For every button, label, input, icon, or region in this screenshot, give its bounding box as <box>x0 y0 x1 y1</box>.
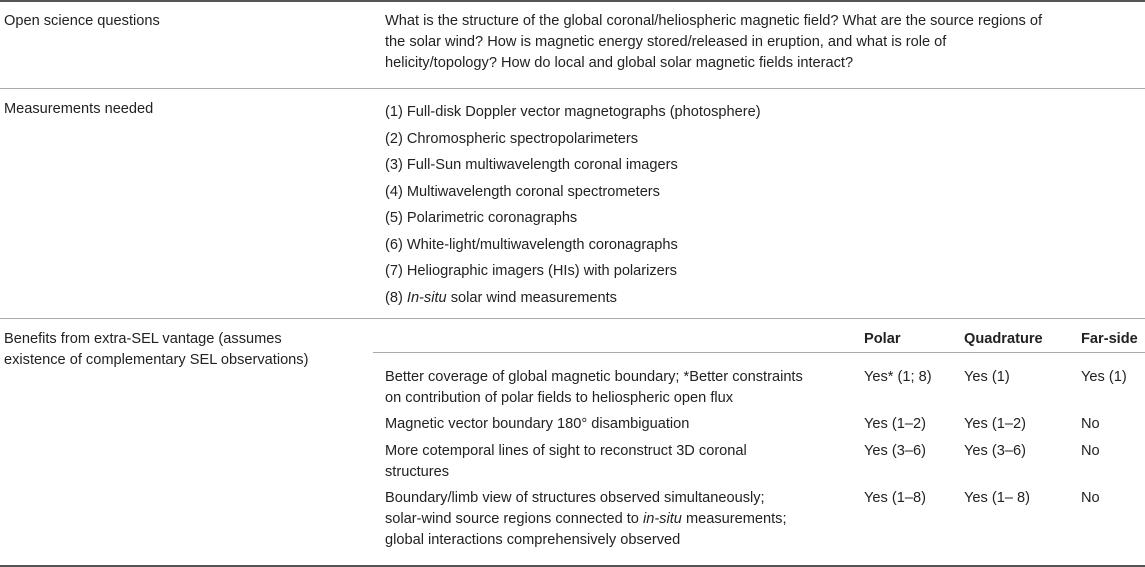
list-item <box>385 285 761 312</box>
polar-value: Yes (3–6) <box>864 443 926 459</box>
text-line <box>385 509 787 530</box>
row-label-measurements: Measurements needed <box>4 101 154 117</box>
text-suffix: measurements; <box>681 511 787 527</box>
row-label-questions: Open science questions <box>4 13 160 29</box>
list-item: (4) Multiwavelength coronal spectrometers <box>385 183 660 200</box>
benefit-description <box>385 367 803 409</box>
questions-text <box>385 11 1042 74</box>
text-line: structures <box>385 464 450 480</box>
list-item: (2) Chromospheric spectropolarimeters <box>385 130 639 147</box>
farside-value: No <box>1081 443 1100 459</box>
text-line: on contribution of polar fields to heliospheric open flux <box>385 390 734 406</box>
farside-value: No <box>1081 416 1100 432</box>
item-italic: In-situ <box>406 289 447 306</box>
column-header-quadrature: Quadrature <box>964 331 1043 347</box>
column-header-polar: Polar <box>864 331 901 347</box>
text-line: What is the structure of the global coronal/heliospheric magnetic field? What are the source regions of <box>385 13 1043 29</box>
benefit-description <box>385 414 689 435</box>
list-item: (3) Full-Sun multiwavelength coronal imagers <box>385 157 678 173</box>
text-line: the solar wind? How is magnetic energy stored/released in eruption, and what is role of <box>385 34 947 50</box>
text-line: helicity/topology? How do local and global solar magnetic fields interact? <box>385 55 854 71</box>
list-item: (7) Heliographic imagers (HIs) with polarizers <box>385 263 677 279</box>
column-header-farside: Far-side <box>1081 331 1138 347</box>
row-label-benefits <box>4 329 308 371</box>
polar-value: Yes (1–8) <box>864 490 926 506</box>
polar-value: Yes (1–2) <box>864 416 926 432</box>
polar-value: Yes* (1; 8) <box>864 369 932 385</box>
text-line: Benefits from extra-SEL vantage (assumes <box>4 331 282 347</box>
subtable-header-rule <box>373 352 1145 353</box>
text-italic: in-situ <box>642 511 682 527</box>
text-line: Magnetic vector boundary 180° disambiguation <box>385 416 690 432</box>
item-prefix: (8) <box>385 289 407 306</box>
row-divider <box>0 318 1145 319</box>
farside-value: Yes (1) <box>1081 369 1127 385</box>
quadrature-value: Yes (1–2) <box>964 416 1026 432</box>
quadrature-value: Yes (1– 8) <box>964 490 1030 506</box>
text-line: Better coverage of global magnetic boundary; *Better constraints <box>385 369 803 385</box>
quadrature-value: Yes (3–6) <box>964 443 1026 459</box>
text-line: existence of complementary SEL observations) <box>4 352 309 368</box>
list-item: (6) White-light/multiwavelength coronagraphs <box>385 236 678 253</box>
text-line: Boundary/limb view of structures observed simultaneously; <box>385 490 765 506</box>
measurements-list <box>385 99 761 311</box>
text-prefix: solar-wind source regions connected to <box>385 511 643 527</box>
item-suffix: solar wind measurements <box>446 289 617 306</box>
list-item: (1) Full-disk Doppler vector magnetographs (photosphere) <box>385 104 761 120</box>
farside-value: No <box>1081 490 1100 506</box>
table-top-rule <box>0 0 1145 2</box>
list-item: (5) Polarimetric coronagraphs <box>385 210 578 226</box>
benefit-description <box>385 488 787 551</box>
benefit-description <box>385 441 747 483</box>
text-line: global interactions comprehensively observed <box>385 532 681 548</box>
text-line: More cotemporal lines of sight to reconstruct 3D coronal <box>385 443 747 459</box>
quadrature-value: Yes (1) <box>964 369 1010 385</box>
row-divider <box>0 88 1145 89</box>
